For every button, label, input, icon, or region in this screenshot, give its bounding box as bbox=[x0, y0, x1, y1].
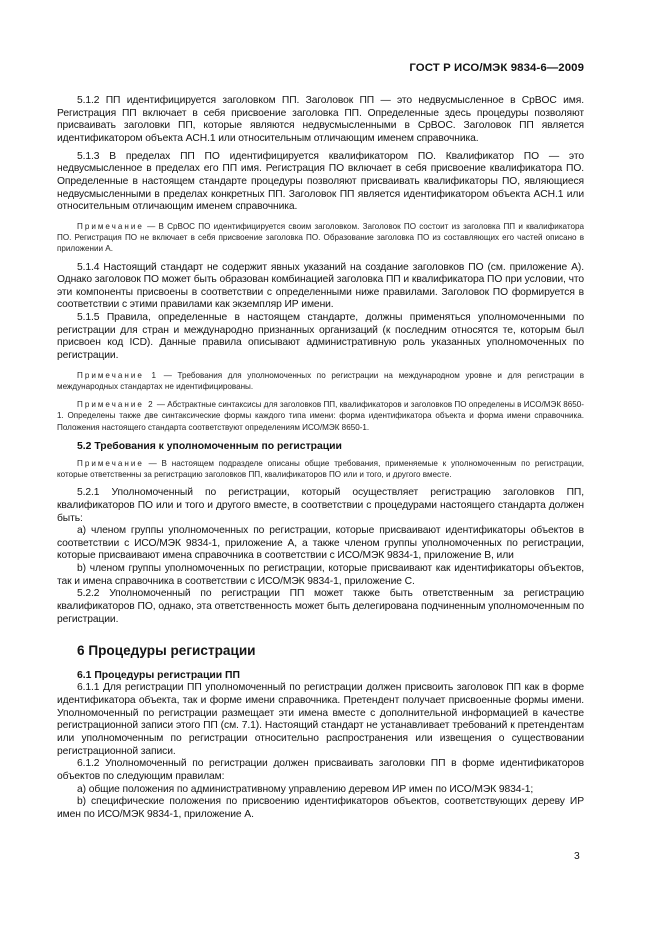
paragraph-5-1-5: 5.1.5 Правила, определенные в настоящем стандарте, должны применяться уполномоченными по регистрации для стран и международно признанных организаций (к последним относятся те, которым был присвоен код ICD). Данные правила описывают административную роль указанных уполномоченных по регистрации. bbox=[57, 312, 584, 362]
note-text: — В настоящем подразделе описаны общие требования, применяемые к уполномоченным по регистрации, которые ответственны за регистрацию заголовков ПП, квалификаторов ПО или и того, и другого вместе. bbox=[57, 458, 584, 479]
page-number: 3 bbox=[574, 851, 580, 862]
note-text: — В CpBOC ПО идентифицируется своим заголовком. Заголовок ПО состоит из заголовка ПП и квалификатора ПО. Регистрация ПО не включает в себя присвоение заголовка ПО. Образование заголовка ПО из составляющих его частей описано в приложении А. bbox=[57, 221, 584, 254]
note-5-1-3 bbox=[57, 221, 584, 255]
document-header: ГОСТ Р ИСО/МЭК 9834-6—2009 bbox=[409, 62, 584, 74]
paragraph-6-1-1: 6.1.1 Для регистрации ПП уполномоченный по регистрации должен присвоить заголовок ПП как в форме идентификатора объекта, так и форме имени справочника. Претендент получает присвоенные формы имени. Уполномоченный по регистрации размещает эти имена вместе с дополнительной информацией в качестве регистрационной записи этого ПП (см. 7.1). Настоящий стандарт не устанавливает требований к претендентам или уполномоченным по регистрации относительно распространения или извещения о существовании регистрационной записи. bbox=[57, 682, 584, 757]
paragraph-5-1-2: 5.1.2 ПП идентифицируется заголовком ПП. Заголовок ПП — это недвусмысленное в CpBOC имя. Регистрация ПП включает в себя присвоение заголовка ПП. Определенные здесь процедуры позволяют присваивать заголовки ПП, которые являются недвусмысленными в CpBOC. Заголовок ПП является идентификатором объекта ACH.1 или относительным отличающим именем справочника. bbox=[57, 95, 584, 144]
paragraph-5-2-1: 5.2.1 Уполномоченный по регистрации, который осуществляет регистрацию заголовков ПП, квалификаторов ПО или и того и другого вместе, в соответствии с процедурами настоящего стандарта должен быть: bbox=[57, 487, 584, 524]
note-5-2 bbox=[57, 458, 584, 480]
paragraph-6-1-2: 6.1.2 Уполномоченный по регистрации должен присваивать заголовки ПП в форме идентификаторов объектов по следующим правилам: bbox=[57, 758, 584, 782]
list-item-6-1-2-b: b) специфические положения по присвоению идентификаторов объектов, соответствующих дереву ИР имен по ИСО/МЭК 9834-1, приложение А. bbox=[57, 796, 584, 820]
note-label: Примечание bbox=[77, 458, 144, 468]
paragraph-5-2-2: 5.2.2 Уполномоченный по регистрации ПП может также быть ответственным за регистрацию квалификаторов ПО, однако, эта ответственность может быть делегирована подчиненным уполномоченным по регистрации. bbox=[57, 588, 584, 625]
note-label: Примечание 1 bbox=[77, 370, 159, 380]
list-item-5-2-1-b: b) членом группы уполномоченных по регистрации, которые присваивают как идентификаторы объектов, так и имена справочника в соответствии с ИСО/МЭК 9834-1, приложение С. bbox=[57, 563, 584, 587]
note-5-1-5-1 bbox=[57, 370, 584, 392]
heading-section-6: 6 Процедуры регистрации bbox=[77, 643, 256, 659]
note-text: — Требования для уполномоченных по регистрации на международном уровне и для регистрации в международных стандартах не идентифицированы. bbox=[57, 370, 584, 391]
paragraph-5-1-3: 5.1.3 В пределах ПП ПО идентифицируется квалификатором ПО. Квалификатор ПО — это недвусмысленное в пределах его ПП имя. Регистрация ПО включает в себя присвоение квалификатора ПО. Определенные в настоящем стандарте процедуры позволяют присваивать квалификаторы ПО, являющиеся недвусмысленными в пределах конкретных ПП. Заголовок ПП является идентификатором объекта ACH.1 или относительным отличающим именем справочника. bbox=[57, 150, 584, 213]
list-item-5-2-1-a: а) членом группы уполномоченных по регистрации, которые присваивают идентификаторы объектов в соответствии с ИСО/МЭК 9834-1, приложение А, а также членом группы уполномоченных по регистрации, которые присваивают имена справочника в соответствии с ИСО/МЭК 9834-1, приложение В, или bbox=[57, 525, 584, 562]
paragraph-5-1-4: 5.1.4 Настоящий стандарт не содержит явных указаний на создание заголовков ПО (см. приложение А). Однако заголовок ПО может быть образован комбинацией заголовка ПП и квалификатора ПО при условии, что эти компоненты присвоены в соответствии с определенными ниже правилами. Заголовок ПО формируется в соответствии с этими правилами как экземпляр ИР имени. bbox=[57, 261, 584, 311]
note-text: — Абстрактные синтаксисы для заголовков ПП, квалификаторов и заголовков ПО определены в ИСО/МЭК 8650-1. Определены также две синтаксические формы каждого типа имени: форма идентификатора объекта и форма имени справочника. Положения настоящего стандарта соответствуют определениям ИСО/МЭК 8650-1. bbox=[57, 400, 584, 432]
heading-6-1: 6.1 Процедуры регистрации ПП bbox=[77, 670, 240, 682]
note-5-1-5-2 bbox=[57, 399, 584, 433]
note-label: Примечание 2 bbox=[77, 400, 155, 410]
document-body bbox=[57, 95, 584, 822]
heading-5-2: 5.2 Требования к уполномоченным по регистрации bbox=[77, 440, 342, 452]
list-item-6-1-2-a: а) общие положения по административному управлению деревом ИР имен по ИСО/МЭК 9834-1; bbox=[77, 783, 534, 795]
note-label: Примечание bbox=[77, 221, 144, 231]
